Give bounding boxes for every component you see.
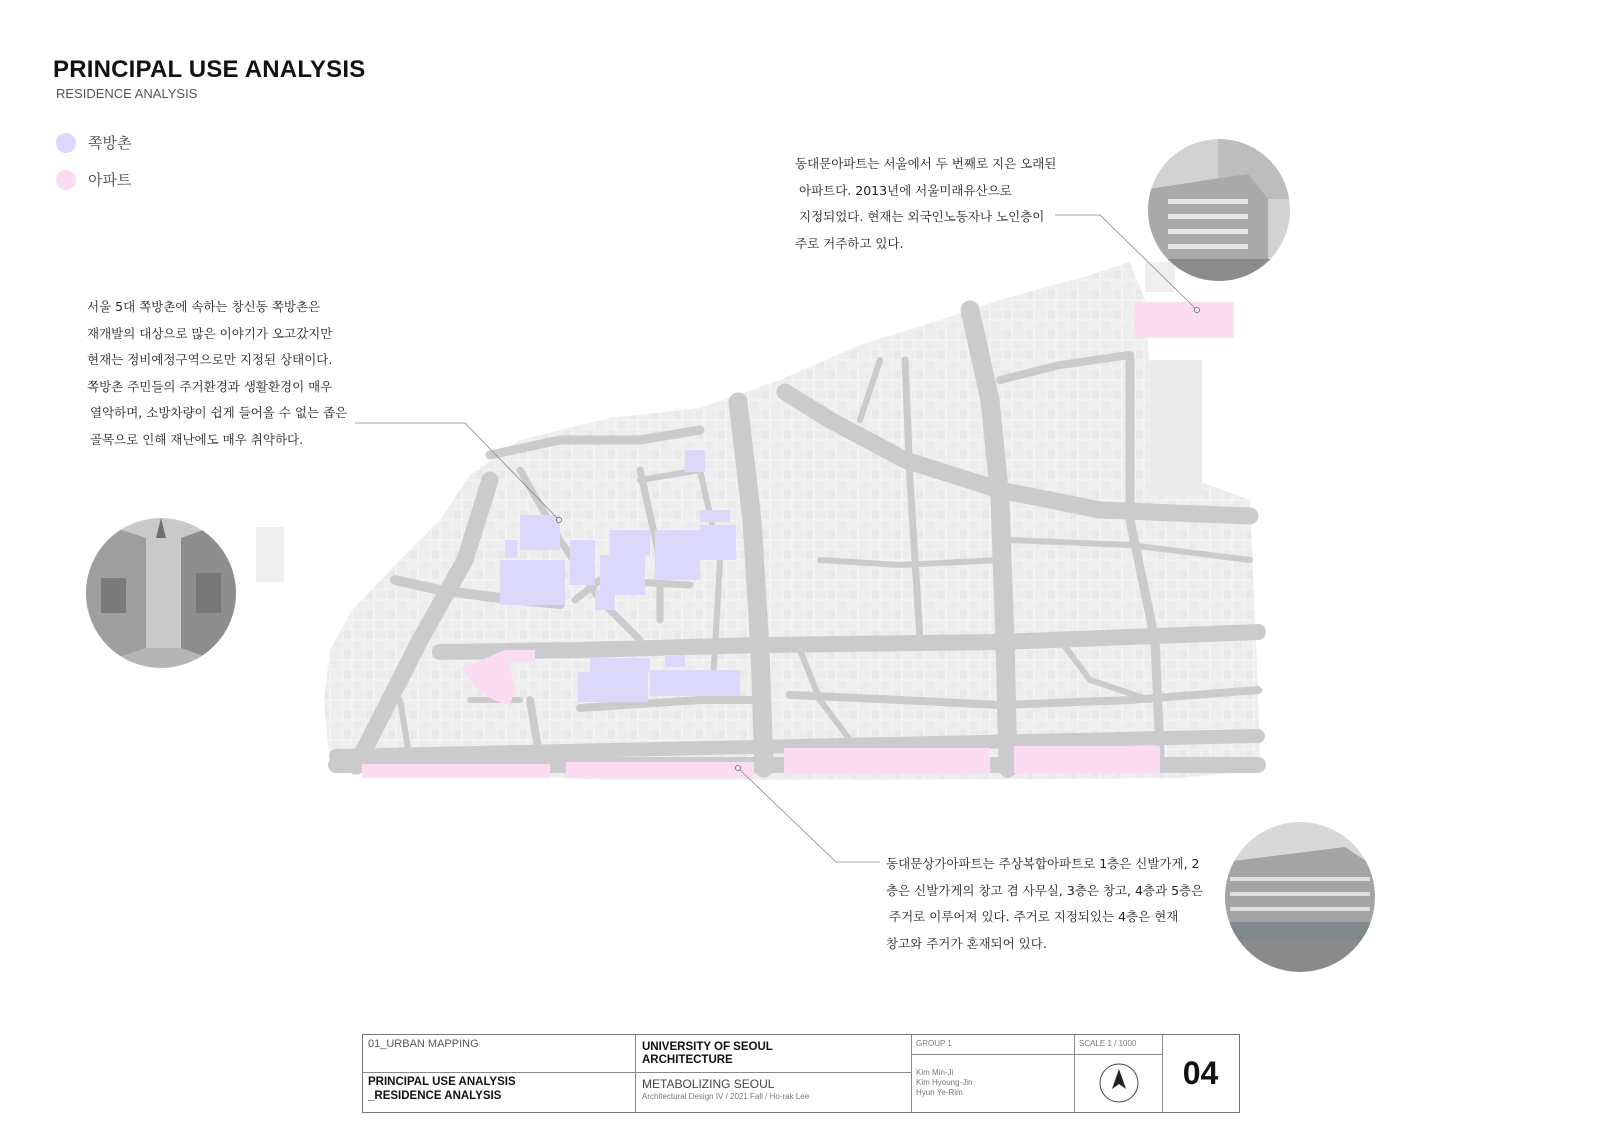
annotation-line: 주로 거주하고 있다.	[795, 235, 904, 251]
annotation-dongdaemun-shopping-apartment	[886, 851, 1203, 957]
section-label: 01_URBAN MAPPING	[368, 1038, 479, 1050]
annotation-line: 창고와 주거가 혼재되어 있다.	[886, 935, 1047, 951]
jjokbangchon-alley-photo	[86, 518, 236, 668]
annotation-line: 서울 5대 쪽방촌에 속하는 창신동 쪽방촌은	[87, 299, 321, 314]
annotation-line: 골목으로 인해 재난에도 매우 취약하다.	[90, 431, 304, 447]
annotation-line: 열악하며, 소방차량이 쉽게 들어올 수 없는 좁은	[90, 405, 348, 420]
dongdaemun-shopping-apartment-photo	[1225, 822, 1375, 972]
institution-line-2: ARCHITECTURE	[642, 1054, 733, 1066]
drawing-title-1: PRINCIPAL USE ANALYSIS	[368, 1076, 516, 1088]
annotation-line: 층은 신발가게의 창고 겸 사무실, 3층은 창고, 4층과 5층은	[886, 882, 1204, 898]
annotation-line: 현재는 정비예정구역으로만 지정된 상태이다.	[87, 352, 333, 367]
alley-photo-icon	[86, 518, 236, 668]
legend-label: 쪽방촌	[88, 134, 132, 152]
institution-line-1: UNIVERSITY OF SEOUL	[642, 1041, 773, 1053]
project-name: METABOLIZING SEOUL	[642, 1077, 775, 1091]
sheet-number: 04	[1182, 1055, 1219, 1091]
annotation-line: 아파트다. 2013년에 서울미래유산으로	[799, 182, 1012, 198]
annotation-line: 재개발의 대상으로 많은 이야기가 오고갔지만	[87, 325, 333, 341]
annotation-line: 주거로 이루어져 있다. 주거로 지정되있는 4층은 현재	[889, 909, 1179, 924]
annotation-line: 지정되었다. 현재는 외국인노동자나 노인층이	[799, 209, 1045, 224]
annotation-line: 쪽방촌 주민들의 주거환경과 생활환경이 매우	[87, 378, 333, 394]
member-name: Hyun Ye-Rim	[916, 1088, 963, 1097]
page-subtitle: RESIDENCE ANALYSIS	[56, 86, 198, 101]
building-photo-icon	[1148, 139, 1290, 281]
drawing-title-2: _RESIDENCE ANALYSIS	[368, 1090, 502, 1102]
member-name: Kim Hyoung-Jin	[916, 1078, 973, 1087]
annotation-line: 동대문상가아파트는 주상복합아파트로 1층은 신발가게, 2	[886, 856, 1200, 871]
title-block	[362, 1034, 1240, 1113]
annotation-line: 동대문아파트는 서울에서 두 번째로 지은 오래된	[795, 156, 1057, 171]
group-label: GROUP 1	[916, 1039, 952, 1048]
course-info: Architectural Design IV / 2021 Fall / Ho-rak Lee	[642, 1092, 810, 1101]
annotation-jjokbangchon	[87, 294, 347, 453]
annotation-dongdaemun-apartment	[795, 151, 1056, 257]
member-name: Kim Min-Ji	[916, 1068, 954, 1077]
page-title: PRINCIPAL USE ANALYSIS	[53, 56, 366, 83]
legend-label: 아파트	[88, 171, 132, 189]
shopping-apartment-photo-icon	[1225, 822, 1375, 972]
dongdaemun-apartment-photo	[1148, 139, 1290, 281]
north-arrow-icon	[1098, 1062, 1140, 1104]
scale-label: SCALE 1 / 1000	[1079, 1039, 1137, 1048]
